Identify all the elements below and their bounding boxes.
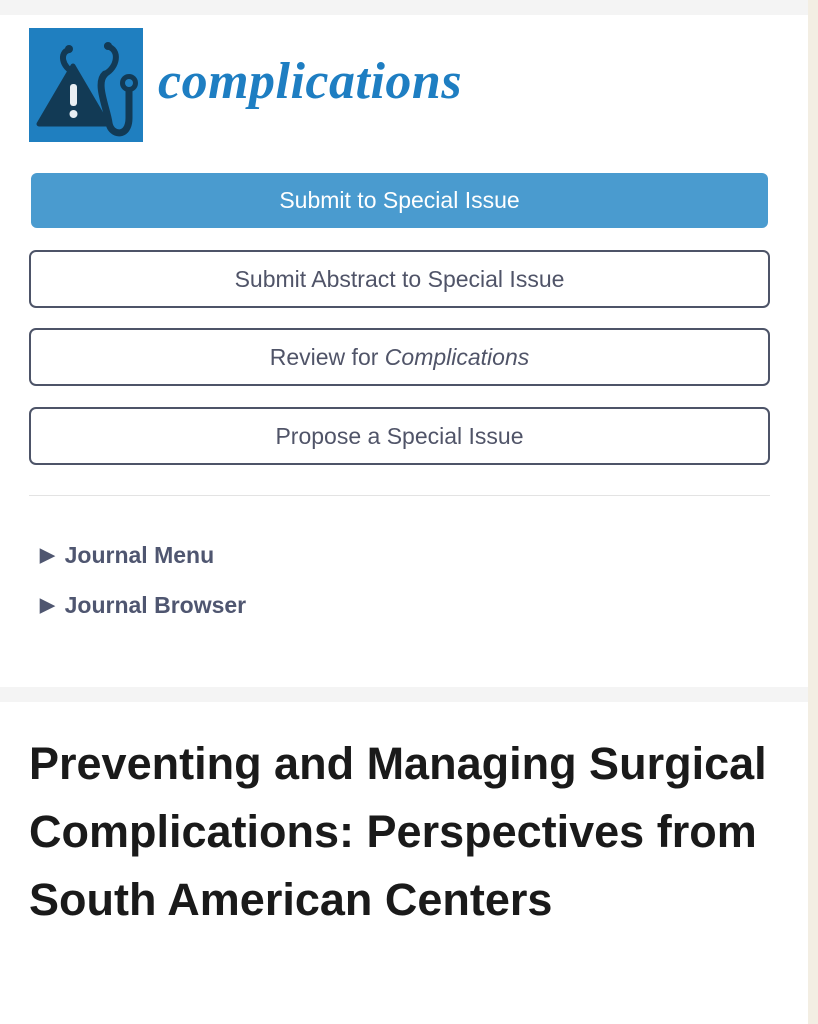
article-title: Preventing and Managing Surgical Complications: Perspectives from South American Centers	[29, 738, 767, 925]
journal-menu-toggle[interactable]	[40, 542, 214, 569]
submit-special-issue-button[interactable]	[31, 173, 768, 228]
journal-logo-text[interactable]: complications	[158, 53, 463, 110]
submit-special-issue-label: Submit to Special Issue	[279, 187, 520, 213]
scroll-edge	[808, 0, 818, 1024]
propose-special-issue-button[interactable]	[29, 407, 770, 465]
journal-logo-icon[interactable]	[29, 28, 143, 142]
journal-browser-toggle[interactable]	[40, 592, 246, 619]
submit-abstract-button[interactable]	[29, 250, 770, 308]
propose-special-issue-label: Propose a Special Issue	[275, 422, 524, 449]
journal-menu-label: Journal Menu	[64, 542, 215, 568]
play-triangle-icon: ▶	[40, 545, 55, 566]
review-journal-name: Complications	[384, 343, 530, 370]
divider	[29, 495, 770, 496]
submit-abstract-label: Submit Abstract to Special Issue	[234, 265, 565, 292]
play-triangle-icon: ▶	[40, 595, 55, 616]
journal-browser-label: Journal Browser	[64, 592, 247, 618]
review-label-prefix: Review for	[269, 343, 385, 370]
review-button[interactable]	[29, 328, 770, 386]
